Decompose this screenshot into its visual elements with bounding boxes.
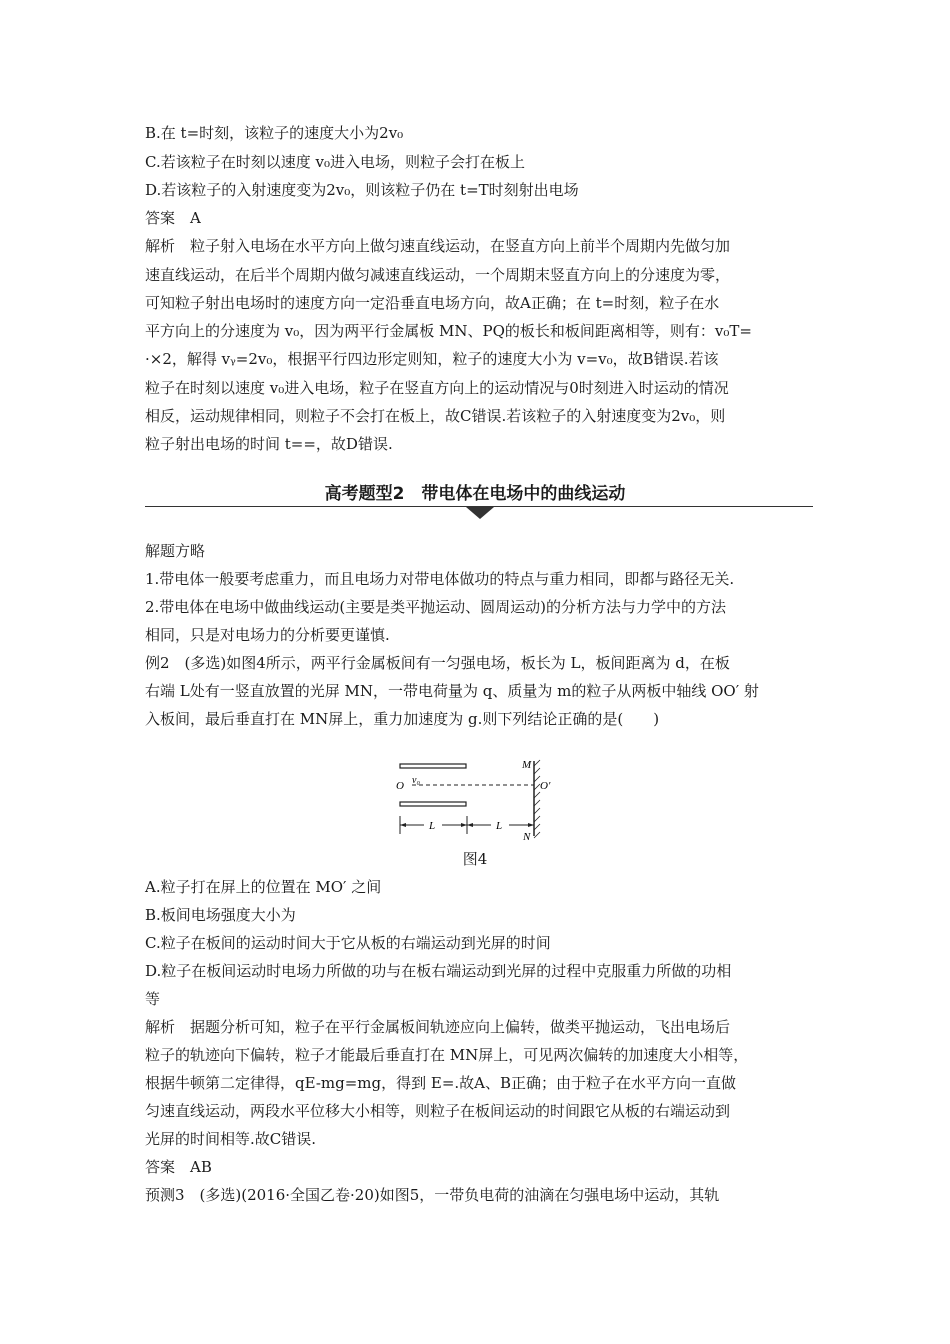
label-l-1: L [429, 820, 436, 832]
analysis-line-2: 速直线运动，在后半个周期内做匀减速直线运动，一个周期末竖直方向上的分速度为零， [145, 266, 731, 284]
ex2-analysis-4: 匀速直线运动，两段水平位移大小相等，则粒子在板间运动的时间跟它从板的右端运动到 [145, 1102, 731, 1120]
analysis-line-6: 粒子在时刻以速度 v₀进入电场，粒子在竖直方向上的运动情况与0时刻进入时运动的情况 [145, 379, 729, 397]
section-title: 高考题型2 带电体在电场中的曲线运动 [324, 484, 626, 504]
strategy-point-2: 2.带电体在电场中做曲线运动(主要是类平抛运动、圆周运动)的分析方法与力学中的方法 [145, 598, 727, 616]
example-line-2: 右端 L处有一竖直放置的光屏 MN，一带电荷量为 q、质量为 m的粒子从两板中轴线 OO′ 射 [145, 682, 759, 700]
option-d-text: D.若该粒子的入射速度变为2v₀，则该粒子仍在 t=T时刻射出电场 [145, 181, 579, 199]
example-line-1: 例2 (多选)如图4所示，两平行金属板间有一匀强电场，板长为 L，板间距离为 d，在板 [145, 654, 730, 672]
ex2-option-a: A.粒子打在屏上的位置在 MO′ 之间 [145, 878, 382, 896]
strategy-point-1: 1.带电体一般要考虑重力，而且电场力对带电体做功的特点与重力相同，即都与路径无关. [145, 570, 735, 588]
ex2-option-c: C.粒子在板间的运动时间大于它从板的右端运动到光屏的时间 [145, 934, 551, 952]
ex2-option-d-cont: 等 [145, 990, 161, 1008]
answer-line: 答案 A [145, 209, 201, 227]
analysis-line-7: 相反，运动规律相同，则粒子不会打在板上，故C错误.若该粒子的入射速度变为2v₀，则 [145, 407, 726, 425]
label-n: N [523, 831, 531, 842]
strategy-point-2-cont: 相同，只是对电场力的分析要更谨慎. [145, 626, 390, 644]
upper-plate [400, 764, 466, 768]
label-o-prime: O′ [540, 780, 551, 792]
section-triangle-icon [466, 507, 494, 519]
option-c-text: C.若该粒子在时刻以速度 v₀进入电场，则粒子会打在板上 [145, 153, 525, 171]
example-line-3: 入板间，最后垂直打在 MN屏上，重力加速度为 g.则下列结论正确的是( ) [145, 710, 660, 728]
label-o: O [396, 780, 404, 792]
label-m: M [522, 759, 532, 771]
ex2-option-d: D.粒子在板间运动时电场力所做的功与在板右端运动到光屏的过程中克服重力所做的功相 [145, 962, 732, 980]
lower-plate [400, 802, 466, 806]
analysis-line-1: 解析 粒子射入电场在水平方向上做匀速直线运动，在竖直方向上前半个周期内先做匀加 [145, 237, 731, 255]
ex2-analysis-3: 根据牛顿第二定律得，qE-mg=mg，得到 E=.故A、B正确；由于粒子在水平方向一直做 [145, 1074, 737, 1092]
option-b-text: B.在 t=时刻，该粒子的速度大小为2v₀ [145, 124, 404, 142]
figure-4-diagram [390, 758, 560, 842]
figure-caption: 图4 [462, 850, 488, 868]
arrow-icon [528, 823, 534, 827]
prediction-3-line: 预测3 (多选)(2016·全国乙卷·20)如图5，一带负电荷的油滴在匀强电场中运动，其轨 [145, 1186, 720, 1204]
arrow-icon [461, 823, 467, 827]
ex2-analysis-2: 粒子的轨迹向下偏转，粒子才能最后垂直打在 MN屏上，可见两次偏转的加速度大小相等， [145, 1046, 749, 1064]
arrow-icon [467, 823, 473, 827]
ex2-option-b: B.板间电场强度大小为 [145, 906, 296, 924]
label-v0: v₀ [412, 775, 420, 786]
strategy-heading: 解题方略 [145, 542, 206, 560]
ex2-analysis-5: 光屏的时间相等.故C错误. [145, 1130, 317, 1148]
analysis-line-4: 平方向上的分速度为 v₀，因为两平行金属板 MN、PQ的板长和板间距离相等，则有：v₀T= [145, 322, 752, 340]
ex2-analysis-1: 解析 据题分析可知，粒子在平行金属板间轨迹应向上偏转，做类平抛运动，飞出电场后 [145, 1018, 731, 1036]
screen-hatching [534, 760, 540, 838]
ex2-answer: 答案 AB [145, 1158, 212, 1176]
analysis-line-5: ·×2，解得 vᵧ=2v₀，根据平行四边形定则知，粒子的速度大小为 v=v₀，故B错误.若该 [145, 350, 719, 368]
analysis-line-8: 粒子射出电场的时间 t==，故D错误. [145, 435, 393, 453]
arrow-icon [400, 823, 406, 827]
label-l-2: L [496, 820, 503, 832]
analysis-line-3: 可知粒子射出电场时的速度方向一定沿垂直电场方向，故A正确；在 t=时刻，粒子在水 [145, 294, 720, 312]
